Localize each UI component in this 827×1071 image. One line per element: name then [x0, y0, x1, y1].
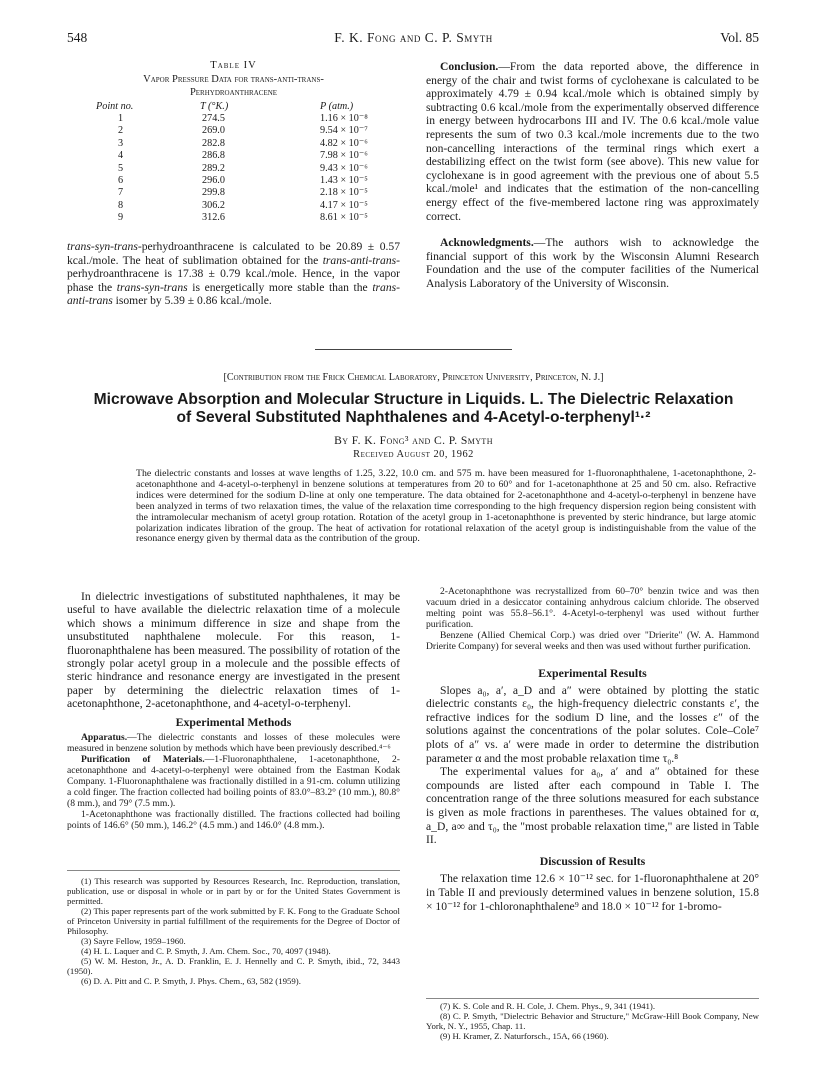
pressure-cell: 7.98 × 10⁻⁶	[320, 150, 368, 162]
footnote: (3) Sayre Fellow, 1959–1960.	[81, 936, 186, 946]
temperature-cell: 282.8	[202, 137, 225, 149]
footnote-rule-right	[426, 998, 759, 999]
table-row	[96, 212, 376, 224]
col-point: Point no.	[96, 100, 134, 112]
point-cell: 6	[118, 175, 124, 187]
purification-text: —1-Fluoronaphthalene, 1-acetonaphthone, 2-acetonaphthone and 4-acetyl-o-terphenyl were obtained from the Eastman Kodak Company. 1-Fluoronaphthalene was fractionally distilled in a 91-cm. column utilizing a cold finger. The fraction collected had boiling points of 83.0°–83.2° (10 mm.), 80.8° (8 mm.), and 79° (7.5 mm.).	[67, 754, 400, 809]
discussion-paragraph: The relaxation time 12.6 × 10⁻¹² sec. for 1-fluoronaphthalene at 20° in Table II and previously determined values in benzene solution, 15.8 × 10⁻¹² for 1-chloronaphthalene⁹ and 18.0 × 10⁻¹² for 1-bromo-	[426, 872, 759, 913]
footnote-rule	[67, 870, 400, 871]
point-cell: 1	[118, 113, 124, 125]
temperature-cell: 296.0	[202, 175, 225, 187]
table-row	[96, 199, 376, 211]
purification-heading: Purification of Materials.	[81, 754, 205, 765]
pressure-cell: 1.16 × 10⁻⁸	[320, 113, 368, 125]
table-title-line1: Vapor Pressure Data for trans-anti-trans-	[143, 74, 324, 85]
table-row	[96, 187, 376, 199]
methods-body	[67, 732, 400, 831]
footnotes-left	[67, 876, 400, 986]
table-row	[96, 162, 376, 174]
left-intro-continuation	[67, 240, 400, 308]
volume-label: Vol. 85	[720, 30, 759, 45]
acetonaphthone2-paragraph: 2-Acetonaphthone was recrystallized from 60–70° benzin twice and was then vacuum dried in a desiccator containing anhydrous calcium chloride. The observed melting point was 55.8–56.1°. 4-Acetyl-o-terphenyl was used without further purification.	[426, 586, 759, 630]
byline: By F. K. Fong³ and C. P. Smyth	[334, 434, 493, 447]
benzene-paragraph: Benzene (Allied Chemical Corp.) was dried over "Drierite" (W. A. Hammond Drierite Company) for several weeks and then was used without further purification.	[426, 630, 759, 652]
point-cell: 2	[118, 125, 124, 137]
methods-heading: Experimental Methods	[175, 714, 292, 729]
footnotes-right	[426, 1001, 759, 1041]
results-heading: Experimental Results	[538, 666, 647, 680]
page-number: 548	[67, 30, 88, 45]
temperature-cell: 274.5	[202, 113, 225, 125]
section-separator	[315, 349, 512, 350]
acknowledgments-paragraph	[426, 236, 759, 290]
table-row	[96, 137, 376, 149]
received-date: Received August 20, 1962	[353, 449, 474, 460]
table-row	[96, 125, 376, 137]
table-label: Table IV	[210, 60, 257, 71]
left-body-column	[67, 590, 400, 729]
table-row	[96, 174, 376, 186]
table-row	[96, 150, 376, 162]
acknowledgments-heading: Acknowledgments.	[440, 236, 534, 250]
conclusion-paragraph	[426, 60, 759, 223]
results-paragraph-1: Slopes a₀, a′, a_D and a″ were obtained by plotting the static dielectric constants ε₀, the high-frequency dielectric constants ε′, the refractive indices for the sodium D line, and the losses ε″ of the solutions against the concentrations of the polar solutes. Cole–Cole⁷ plots of a″ vs. a′ were made in order to determine the distribution parameter α and the most probable relaxation time τ₀.⁸	[426, 683, 759, 765]
abstract: The dielectric constants and losses at wave lengths of 1.25, 3.22, 10.0 cm. and 575 m. have been measured for 1-fluoronaphthalene, 1-acetonaphthone, 2-acetonaphthone and 4-acetyl-o-terphenyl in benzene solutions at temperatures from 20 to 60° and for 1-acetonaphthone at 25 and 50 cm. also. Refractive indices were determined for the sodium D-line at only one temperature. The data obtained for 2-acetonaphthone and 4-acetyl-o-terphenyl in benzene have been analyzed in terms of two relaxation times, the value of the relaxation time corresponding to the high frequency dispersion region being consistent with the intramolecular mechanism of acetyl group rotation. Rotation of the acetyl group in 1-acetonaphthone is prevented by steric hindrance, but large atomic polarization indicates libration of the group. The heat of activation for rotational relaxation of the acetyl group is indistinguishable from the value of the resonance energy given by thermal data as the contribution of the group.	[136, 468, 756, 545]
footnote: (9) H. Kramer, Z. Naturforsch., 15A, 66 (1960).	[440, 1031, 609, 1041]
table-title-line2: Perhydroanthracene	[189, 87, 278, 98]
temperature-cell: 286.8	[202, 150, 225, 162]
article-title-line1: Microwave Absorption and Molecular Structure in Liquids. L. The Dielectric Relaxation	[93, 391, 734, 408]
pressure-cell: 9.54 × 10⁻⁷	[320, 125, 368, 137]
purification-paragraph	[67, 754, 400, 809]
conclusion-text: —From the data reported above, the difference in energy of the chair and twist forms of cyclohexane is calculated to be approximately 4.79 ± 0.94 kcal./mole which is obtained simply by subtracting 0.6 kcal./mole from the experimentally observed difference in energy between hydrocarbons III and IV. The 0.6 kcal./mole value represents the sum of two 0.3 kcal./mole increments due to the two non-cancelling interactions of the terminal rings which exert a destabilizing effect on the twist form (see above). This new value for cyclohexane is in good agreement with the previous one of about 5.5 kcal./mole¹ and indicates that the estimation of the non-cancelling energy effect of the five-membered lactone ring was approximately correct.	[426, 60, 759, 223]
materials-continued	[426, 586, 759, 652]
temperature-cell: 299.8	[202, 187, 225, 199]
col-pressure: P (atm.)	[320, 100, 354, 112]
footnote: (5) W. M. Heston, Jr., A. D. Franklin, E. J. Hennelly and C. P. Smyth, ibid., 72, 3443 (1950).	[67, 956, 400, 976]
col-temperature: T (°K.)	[200, 100, 229, 112]
footnote: (8) C. P. Smyth, "Dielectric Behavior and Structure," McGraw-Hill Book Company, New York, N. Y., 1955, Chap. 11.	[426, 1011, 759, 1031]
conclusion-heading: Conclusion.	[440, 60, 499, 73]
footnote: (1) This research was supported by Resources Research, Inc. Reproduction, translation, publication, use or disposal in whole or in part by or for the United States Government is permitted.	[67, 876, 400, 906]
acetonaphthone-paragraph: 1-Acetonaphthone was fractionally distilled. The fractions collected had boiling points of 146.6° (50 mm.), 146.2° (4.5 mm.) and 146.0° (4.8 mm.).	[67, 809, 400, 831]
footnote: (6) D. A. Pitt and C. P. Smyth, J. Phys. Chem., 63, 582 (1959).	[81, 976, 301, 986]
point-cell: 4	[118, 150, 124, 162]
temperature-cell: 289.2	[202, 162, 225, 174]
results-paragraph-2: The experimental values for a₀, a′ and a″ obtained for these compounds are listed after each compound in Table I. The concentration range of the three solutions measured for each substance is given as mole fractions in parentheses. The values obtained for α, a_D, a∞ and τ₀, the "most probable relaxation time," are listed in Table II.	[426, 765, 759, 847]
running-head-authors: F. K. Fong and C. P. Smyth	[334, 30, 493, 45]
apparatus-paragraph	[67, 732, 400, 754]
discussion-heading: Discussion of Results	[539, 853, 646, 868]
apparatus-heading: Apparatus.	[81, 732, 128, 743]
pressure-cell: 2.18 × 10⁻⁵	[320, 187, 368, 199]
pressure-cell: 8.61 × 10⁻⁵	[320, 212, 368, 224]
article-title-line2: of Several Substituted Naphthalenes and 4-Acetyl-o-terphenyl¹·²	[176, 409, 651, 426]
pressure-cell: 9.43 × 10⁻⁶	[320, 162, 368, 174]
right-top-column	[426, 60, 759, 291]
temperature-cell: 312.6	[202, 212, 225, 224]
temperature-cell: 306.2	[202, 199, 225, 211]
intro-paragraph: In dielectric investigations of substituted naphthalenes, it may be useful to have available the dielectric relaxation time of a molecule which shows a minimum difference in size and shape from the unsubstituted naphthalene molecule. For this reason, 1-fluoronaphthalene has been measured. The possibility of rotation of the strongly polar acetyl group in a molecule and the possible effects of steric hindrance and resonance energy are investigated in the present paper by determining the dielectric relaxation times of 1-acetonaphthone, 2-acetonaphthone, and 4-acetyl-o-terphenyl.	[67, 590, 400, 711]
apparatus-text: —The dielectric constants and losses of these molecules were measured in benzene solution by methods which have been previously described.⁴⁻⁶	[67, 732, 400, 754]
temperature-cell: 269.0	[202, 125, 225, 137]
point-cell: 9	[118, 212, 124, 224]
point-cell: 3	[118, 137, 124, 149]
footnote: (2) This paper represents part of the work submitted by F. K. Fong to the Graduate School of Princeton University in partial fulfillment of the requirements for the Degree of Doctor of Philosophy.	[67, 906, 400, 936]
article-title	[40, 391, 787, 427]
pressure-cell: 4.82 × 10⁻⁶	[320, 137, 368, 149]
pressure-cell: 1.43 × 10⁻⁵	[320, 175, 368, 187]
table-row	[96, 112, 376, 124]
footnote: (7) K. S. Cole and R. H. Cole, J. Chem. Phys., 9, 341 (1941).	[440, 1001, 656, 1011]
point-cell: 5	[118, 162, 124, 174]
right-body-column	[426, 667, 759, 913]
footnote: (4) H. L. Laquer and C. P. Smyth, J. Am. Chem. Soc., 70, 4097 (1948).	[81, 946, 331, 956]
point-cell: 7	[118, 187, 124, 199]
acknowledgments-text: —The authors wish to acknowledge the financial support of this work by the Wisconsin Alumni Research Foundation and the use of the computer facilities of the Numerical Analysis Laboratory of the University of Wisconsin.	[426, 236, 759, 290]
vapor-pressure-table	[96, 100, 376, 224]
sublimation-paragraph: trans-syn-trans-perhydroanthracene is calculated to be 20.89 ± 0.57 kcal./mole. The heat of sublimation obtained for the trans-anti-trans-perhydroanthracene is 17.38 ± 0.79 kcal./mole. Hence, in the vapor phase the trans-syn-trans is energetically more stable than the trans-anti-trans isomer by 5.39 ± 0.86 kcal./mole.	[67, 240, 401, 308]
pressure-cell: 4.17 × 10⁻⁵	[320, 199, 368, 211]
point-cell: 8	[118, 199, 124, 211]
contribution-line: [Contribution from the Frick Chemical Laboratory, Princeton University, Princeton, N. J.]	[223, 372, 604, 383]
